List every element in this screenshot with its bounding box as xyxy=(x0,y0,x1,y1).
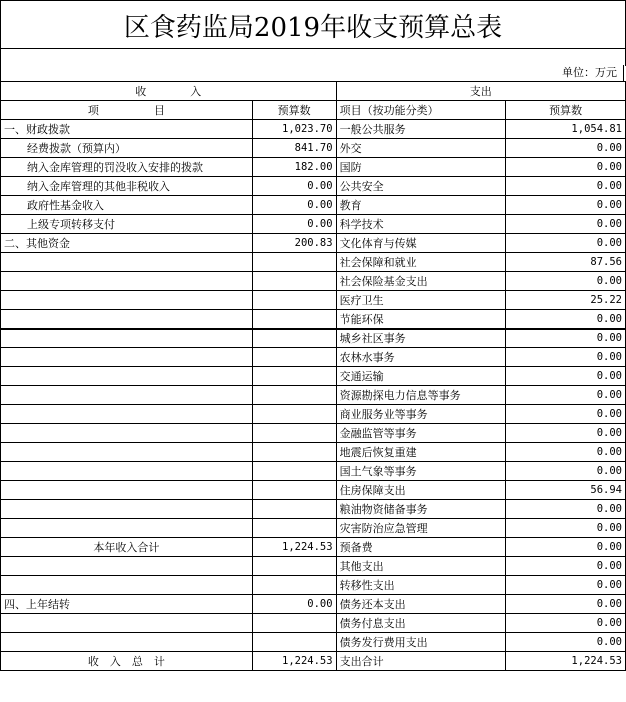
table-row xyxy=(1,120,626,139)
expense-item-cell: 金融监管等事务 xyxy=(336,424,506,443)
table-row xyxy=(1,177,626,196)
income-item-cell xyxy=(1,348,253,367)
expense-item-cell: 国土气象等事务 xyxy=(336,462,506,481)
expense-item-cell: 灾害防治应急管理 xyxy=(336,519,506,538)
expense-value-cell: 0.00 xyxy=(506,177,626,196)
income-item-cell: 上级专项转移支付 xyxy=(1,215,253,234)
income-item-cell xyxy=(1,386,253,405)
income-item-cell: 四、上年结转 xyxy=(1,595,253,614)
expense-budget-header: 预算数 xyxy=(506,101,626,120)
expense-item-cell: 转移性支出 xyxy=(336,576,506,595)
table-row xyxy=(1,633,626,652)
income-item-cell xyxy=(1,462,253,481)
income-item-cell: 政府性基金收入 xyxy=(1,196,253,215)
income-value-cell xyxy=(252,557,336,576)
income-value-cell xyxy=(252,253,336,272)
expense-item-cell: 文化体育与传媒 xyxy=(336,234,506,253)
expense-item-cell: 债务还本支出 xyxy=(336,595,506,614)
income-item-cell xyxy=(1,291,253,310)
expense-item-cell: 公共安全 xyxy=(336,177,506,196)
expense-item-cell: 地震后恢复重建 xyxy=(336,443,506,462)
unit-label: 单位：万元 xyxy=(0,65,624,81)
expense-item-cell: 外交 xyxy=(336,139,506,158)
table-row xyxy=(1,386,626,405)
income-value-cell xyxy=(252,424,336,443)
expense-item-cell: 粮油物资储备事务 xyxy=(336,500,506,519)
income-value-cell: 0.00 xyxy=(252,196,336,215)
table-row xyxy=(1,348,626,367)
income-value-cell xyxy=(252,405,336,424)
income-item-cell: 纳入金库管理的其他非税收入 xyxy=(1,177,253,196)
income-value-cell: 0.00 xyxy=(252,215,336,234)
table-row xyxy=(1,652,626,671)
expense-value-cell: 0.00 xyxy=(506,557,626,576)
expense-value-cell: 0.00 xyxy=(506,405,626,424)
table-row xyxy=(1,595,626,614)
income-value-cell xyxy=(252,329,336,348)
table-row xyxy=(1,367,626,386)
table-row xyxy=(1,462,626,481)
expense-value-cell: 0.00 xyxy=(506,139,626,158)
expense-value-cell: 87.56 xyxy=(506,253,626,272)
expense-item-header: 项目（按功能分类） xyxy=(336,101,506,120)
expense-item-cell: 资源勘探电力信息等事务 xyxy=(336,386,506,405)
expense-value-cell: 0.00 xyxy=(506,538,626,557)
expense-item-cell: 债务发行费用支出 xyxy=(336,633,506,652)
income-value-cell xyxy=(252,348,336,367)
expense-item-cell: 支出合计 xyxy=(336,652,506,671)
income-value-cell xyxy=(252,443,336,462)
expense-value-cell: 0.00 xyxy=(506,443,626,462)
table-row xyxy=(1,481,626,500)
income-value-cell xyxy=(252,576,336,595)
expense-value-cell: 1,054.81 xyxy=(506,120,626,139)
table-row xyxy=(1,158,626,177)
income-item-cell xyxy=(1,519,253,538)
table-row xyxy=(1,234,626,253)
income-item-cell xyxy=(1,272,253,291)
expense-item-cell: 商业服务业等事务 xyxy=(336,405,506,424)
expense-item-cell: 科学技术 xyxy=(336,215,506,234)
income-value-cell xyxy=(252,291,336,310)
income-item-cell xyxy=(1,557,253,576)
table-row xyxy=(1,291,626,310)
expense-value-cell: 0.00 xyxy=(506,367,626,386)
table-row xyxy=(1,443,626,462)
expense-value-cell: 0.00 xyxy=(506,234,626,253)
expense-item-cell: 一般公共服务 xyxy=(336,120,506,139)
page-title: 区食药监局2019年收支预算总表 xyxy=(0,0,626,49)
income-item-cell xyxy=(1,481,253,500)
expense-item-cell: 农林水事务 xyxy=(336,348,506,367)
income-value-cell xyxy=(252,462,336,481)
expense-value-cell: 0.00 xyxy=(506,633,626,652)
income-item-cell xyxy=(1,424,253,443)
income-value-cell xyxy=(252,519,336,538)
expense-item-cell: 城乡社区事务 xyxy=(336,329,506,348)
expense-value-cell: 0.00 xyxy=(506,386,626,405)
income-value-cell: 0.00 xyxy=(252,595,336,614)
table-row xyxy=(1,576,626,595)
income-item-cell: 经费拨款（预算内） xyxy=(1,139,253,158)
expense-value-cell: 0.00 xyxy=(506,519,626,538)
table-row xyxy=(1,405,626,424)
income-item-cell xyxy=(1,405,253,424)
table-row xyxy=(1,329,626,348)
expense-value-cell: 0.00 xyxy=(506,576,626,595)
expense-value-cell: 0.00 xyxy=(506,310,626,329)
expense-value-cell: 0.00 xyxy=(506,500,626,519)
expense-item-cell: 交通运输 xyxy=(336,367,506,386)
income-item-cell xyxy=(1,443,253,462)
income-item-cell: 一、财政拨款 xyxy=(1,120,253,139)
expense-item-cell: 社会保障和就业 xyxy=(336,253,506,272)
expense-value-cell: 0.00 xyxy=(506,329,626,348)
income-value-cell xyxy=(252,500,336,519)
expense-item-cell: 社会保险基金支出 xyxy=(336,272,506,291)
expense-item-cell: 教育 xyxy=(336,196,506,215)
income-value-cell: 200.83 xyxy=(252,234,336,253)
income-header: 收 入 xyxy=(1,82,337,101)
income-item-cell xyxy=(1,367,253,386)
expense-item-cell: 医疗卫生 xyxy=(336,291,506,310)
expense-value-cell: 0.00 xyxy=(506,614,626,633)
expense-item-cell: 国防 xyxy=(336,158,506,177)
expense-value-cell: 0.00 xyxy=(506,158,626,177)
expense-item-cell: 其他支出 xyxy=(336,557,506,576)
expense-item-cell: 预备费 xyxy=(336,538,506,557)
income-value-cell: 841.70 xyxy=(252,139,336,158)
table-row xyxy=(1,215,626,234)
income-value-cell xyxy=(252,386,336,405)
income-value-cell xyxy=(252,272,336,291)
income-item-cell: 二、其他资金 xyxy=(1,234,253,253)
expense-value-cell: 0.00 xyxy=(506,595,626,614)
income-value-cell xyxy=(252,614,336,633)
expense-value-cell: 0.00 xyxy=(506,348,626,367)
table-row xyxy=(1,310,626,329)
income-item-cell: 收 入 总 计 xyxy=(1,652,253,671)
table-row xyxy=(1,253,626,272)
income-value-cell xyxy=(252,481,336,500)
income-budget-header: 预算数 xyxy=(252,101,336,120)
income-value-cell xyxy=(252,310,336,329)
table-row xyxy=(1,424,626,443)
expense-item-cell: 债务付息支出 xyxy=(336,614,506,633)
expense-item-cell: 住房保障支出 xyxy=(336,481,506,500)
income-value-cell: 1,224.53 xyxy=(252,652,336,671)
table-row xyxy=(1,519,626,538)
table-row xyxy=(1,614,626,633)
income-item-cell xyxy=(1,253,253,272)
expense-value-cell: 25.22 xyxy=(506,291,626,310)
income-value-cell: 182.00 xyxy=(252,158,336,177)
income-value-cell xyxy=(252,367,336,386)
income-item-cell xyxy=(1,329,253,348)
income-item-cell xyxy=(1,500,253,519)
expense-value-cell: 0.00 xyxy=(506,215,626,234)
income-item-cell xyxy=(1,576,253,595)
income-item-cell xyxy=(1,614,253,633)
blank-row xyxy=(0,48,626,66)
income-value-cell: 1,023.70 xyxy=(252,120,336,139)
budget-table xyxy=(0,81,626,671)
expense-value-cell: 56.94 xyxy=(506,481,626,500)
expense-value-cell: 0.00 xyxy=(506,424,626,443)
table-row xyxy=(1,196,626,215)
income-item-cell xyxy=(1,310,253,329)
table-row xyxy=(1,557,626,576)
income-item-cell xyxy=(1,633,253,652)
expense-header: 支出 xyxy=(336,82,625,101)
expense-value-cell: 1,224.53 xyxy=(506,652,626,671)
income-item-cell: 纳入金库管理的罚没收入安排的拨款 xyxy=(1,158,253,177)
table-row xyxy=(1,538,626,557)
income-item-header: 项 目 xyxy=(1,101,253,120)
table-row xyxy=(1,272,626,291)
income-value-cell: 1,224.53 xyxy=(252,538,336,557)
table-row xyxy=(1,139,626,158)
expense-value-cell: 0.00 xyxy=(506,196,626,215)
income-item-cell: 本年收入合计 xyxy=(1,538,253,557)
table-row xyxy=(1,500,626,519)
expense-item-cell: 节能环保 xyxy=(336,310,506,329)
income-value-cell xyxy=(252,633,336,652)
income-value-cell: 0.00 xyxy=(252,177,336,196)
expense-value-cell: 0.00 xyxy=(506,272,626,291)
expense-value-cell: 0.00 xyxy=(506,462,626,481)
